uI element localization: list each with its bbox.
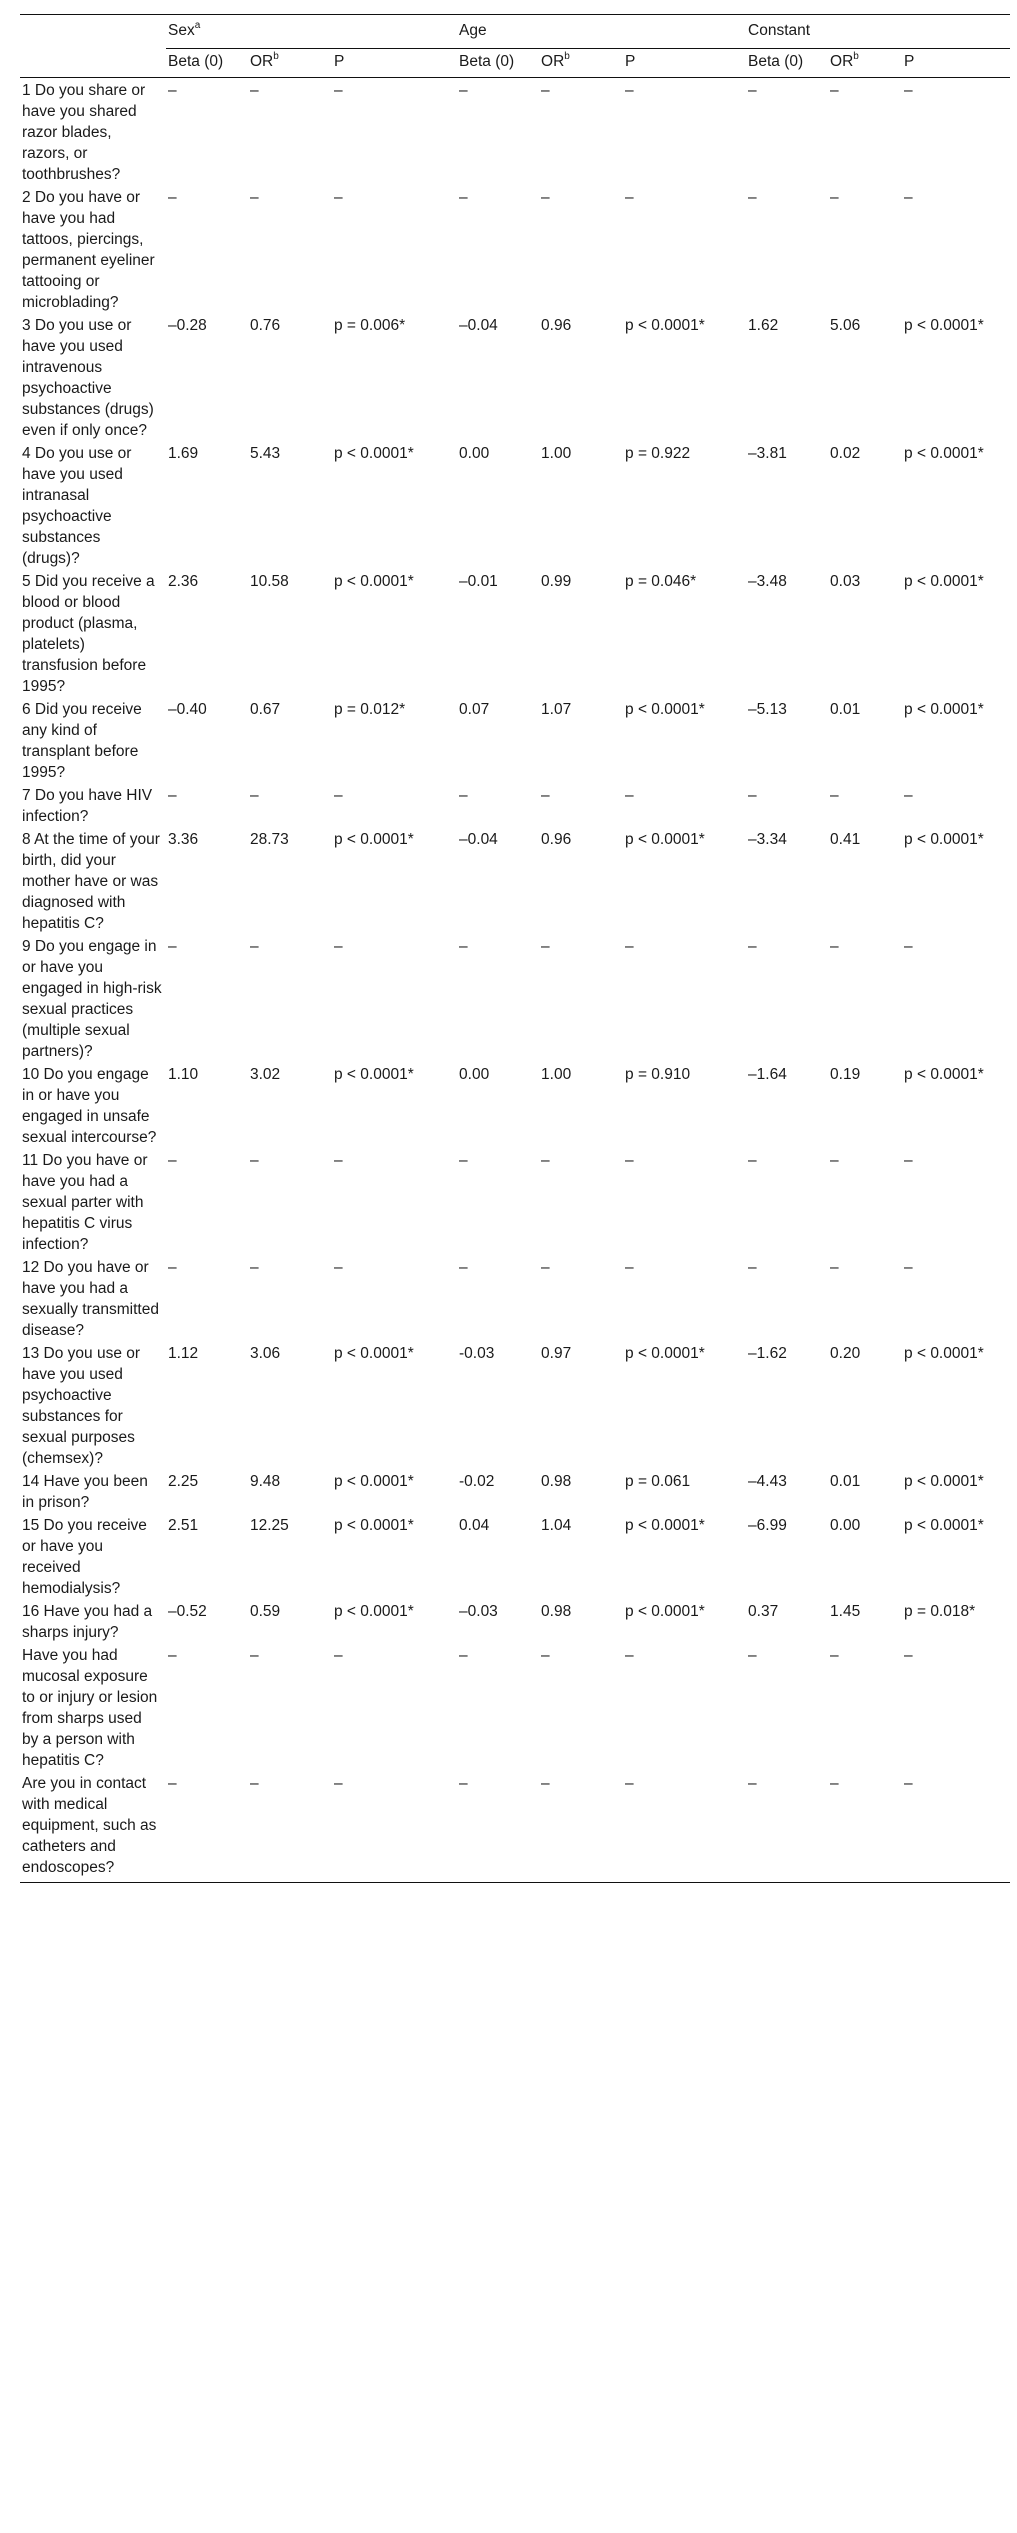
subheader-or: $OR^b$ <box>248 49 332 78</box>
sex-or-cell: 3.06 <box>250 1345 281 1362</box>
table-row <box>20 783 1010 827</box>
table-row <box>20 827 1010 934</box>
constant-beta-cell: – <box>748 82 757 99</box>
sex-beta-cell: – <box>168 189 177 206</box>
question-cell: 15 Do you receive or have you received hemodialysis? <box>22 1517 147 1597</box>
age-beta-cell: –0.04 <box>459 831 498 848</box>
age-or-cell: 0.98 <box>541 1473 572 1490</box>
age-or-cell: – <box>541 189 550 206</box>
header-constant: Constant <box>746 15 1010 49</box>
sex-beta-cell: 3.36 <box>168 831 199 848</box>
sex-beta-cell: –0.52 <box>168 1603 207 1620</box>
age-or-cell: – <box>541 938 550 955</box>
constant-or-cell: 0.41 <box>830 831 861 848</box>
constant-beta-cell: –4.43 <box>748 1473 787 1490</box>
table-row <box>20 697 1010 783</box>
regression-table-container <box>20 14 1010 1883</box>
constant-or-cell: – <box>830 82 839 99</box>
age-or-cell: – <box>541 1259 550 1276</box>
constant-beta-cell: –3.34 <box>748 831 787 848</box>
constant-beta-cell: – <box>748 189 757 206</box>
age-or-cell: 1.00 <box>541 1066 572 1083</box>
age-beta-cell: – <box>459 787 468 804</box>
constant-or-cell: 5.06 <box>830 317 861 334</box>
sex-p-cell: – <box>332 1771 457 1883</box>
constant-or-cell: – <box>830 189 839 206</box>
subheader-or: $OR^b$ <box>828 49 902 78</box>
sex-or-cell: 0.76 <box>250 317 281 334</box>
age-beta-cell: – <box>459 938 468 955</box>
table-row <box>20 185 1010 313</box>
constant-beta-cell: –5.13 <box>748 701 787 718</box>
sex-beta-cell: – <box>168 1152 177 1169</box>
constant-p-cell: p < 0.0001* <box>904 831 984 848</box>
subheader-beta: Beta (0) <box>746 49 828 78</box>
age-beta-cell: 0.00 <box>459 445 490 462</box>
question-cell: 16 Have you had a sharps injury? <box>22 1603 153 1641</box>
age-p-cell: p = 0.046* <box>625 573 697 590</box>
question-cell: Are you in contact with medical equipment, such as catheters and endoscopes? <box>20 1771 166 1883</box>
age-p-cell: p = 0.061 <box>625 1473 691 1490</box>
age-or-cell: 1.00 <box>541 445 572 462</box>
sex-p-cell: – <box>334 1152 343 1169</box>
question-cell: 10 Do you engage in or have you engaged in unsafe sexual intercourse? <box>22 1066 157 1146</box>
sex-p-cell: p < 0.0001* <box>334 573 414 590</box>
age-or-cell: – <box>541 787 550 804</box>
constant-or-cell: – <box>830 1647 839 1664</box>
age-or-cell: 0.96 <box>541 317 572 334</box>
sex-p-cell: p < 0.0001* <box>334 445 414 462</box>
constant-p-cell: – <box>904 1259 913 1276</box>
table-row <box>20 313 1010 441</box>
table-body <box>20 78 1010 1883</box>
table-row <box>20 1513 1010 1599</box>
sex-beta-cell: –0.40 <box>168 701 207 718</box>
constant-beta-cell: – <box>748 1152 757 1169</box>
sex-or-cell: – <box>250 189 259 206</box>
constant-beta-cell: – <box>746 1771 828 1883</box>
constant-p-cell: p < 0.0001* <box>904 1345 984 1362</box>
table-row <box>20 1771 1010 1883</box>
table-row <box>20 78 1010 186</box>
sex-beta-cell: – <box>168 82 177 99</box>
question-cell: 3 Do you use or have you used intravenous psychoactive substances (drugs) even if only once? <box>22 317 154 439</box>
sex-or-cell: 3.02 <box>250 1066 281 1083</box>
age-p-cell: – <box>623 1771 746 1883</box>
constant-beta-cell: –1.62 <box>748 1345 787 1362</box>
age-p-cell: p < 0.0001* <box>625 1603 705 1620</box>
sex-p-cell: p = 0.006* <box>334 317 406 334</box>
sex-or-cell: – <box>248 1771 332 1883</box>
subheader-empty-cell <box>20 49 166 78</box>
constant-or-cell: 0.02 <box>830 445 861 462</box>
age-beta-cell: – <box>459 1152 468 1169</box>
table-row <box>20 1062 1010 1148</box>
age-p-cell: – <box>625 938 634 955</box>
question-cell: 9 Do you engage in or have you engaged in high-risk sexual practices (multiple sexual partners)? <box>22 938 162 1060</box>
constant-or-cell: – <box>830 938 839 955</box>
sex-beta-cell: – <box>168 787 177 804</box>
question-cell: 6 Did you receive any kind of transplant before 1995? <box>22 701 142 781</box>
age-beta-cell: –0.04 <box>459 317 498 334</box>
age-or-cell: – <box>539 1771 623 1883</box>
header-empty-cell <box>20 15 166 49</box>
age-beta-cell: – <box>459 189 468 206</box>
age-p-cell: p = 0.922 <box>625 445 691 462</box>
constant-p-cell: – <box>904 1647 913 1664</box>
age-or-cell: 0.96 <box>541 831 572 848</box>
age-beta-cell: – <box>459 82 468 99</box>
age-p-cell: p = 0.910 <box>625 1066 691 1083</box>
age-or-cell: 1.07 <box>541 701 572 718</box>
table-row <box>20 569 1010 697</box>
question-cell: 13 Do you use or have you used psychoactive substances for sexual purposes (chemsex)? <box>22 1345 141 1467</box>
question-cell: 4 Do you use or have you used intranasal psychoactive substances (drugs)? <box>22 445 132 567</box>
age-p-cell: – <box>625 1259 634 1276</box>
sex-p-cell: p < 0.0001* <box>334 1517 414 1534</box>
subheader-beta: Beta (0) <box>457 49 539 78</box>
table-row <box>20 1148 1010 1255</box>
table-row <box>20 441 1010 569</box>
subheader-p: P <box>623 49 746 78</box>
age-p-cell: p < 0.0001* <box>625 701 705 718</box>
constant-p-cell: p < 0.0001* <box>904 1473 984 1490</box>
constant-beta-cell: – <box>748 1259 757 1276</box>
sex-or-cell: – <box>250 1647 259 1664</box>
subheader-beta: Beta (0) <box>166 49 248 78</box>
constant-beta-cell: –3.81 <box>748 445 787 462</box>
sex-p-cell: – <box>334 189 343 206</box>
question-cell: Have you had mucosal exposure to or injury or lesion from sharps used by a person with hepatitis C? <box>22 1647 158 1769</box>
sex-or-cell: – <box>250 1259 259 1276</box>
sex-or-cell: 5.43 <box>250 445 281 462</box>
constant-beta-cell: –6.99 <box>748 1517 787 1534</box>
age-p-cell: p < 0.0001* <box>625 1517 705 1534</box>
regression-table <box>20 14 1010 1883</box>
sex-or-cell: 9.48 <box>250 1473 281 1490</box>
sex-p-cell: – <box>334 787 343 804</box>
sex-beta-cell: – <box>166 1771 248 1883</box>
sex-or-cell: 10.58 <box>250 573 289 590</box>
question-cell: 1 Do you share or have you shared razor blades, razors, or toothbrushes? <box>22 82 146 183</box>
sex-or-cell: – <box>250 1152 259 1169</box>
constant-or-cell: 0.03 <box>830 573 861 590</box>
sex-or-cell: 0.67 <box>250 701 281 718</box>
question-cell: 5 Did you receive a blood or blood product (plasma, platelets) transfusion before 1995? <box>22 573 155 695</box>
constant-or-cell: 0.01 <box>830 1473 861 1490</box>
age-beta-cell: 0.04 <box>459 1517 490 1534</box>
sex-beta-cell: 2.25 <box>168 1473 199 1490</box>
table-row <box>20 1341 1010 1469</box>
table-row <box>20 934 1010 1062</box>
sex-or-cell: 0.59 <box>250 1603 281 1620</box>
sex-or-cell: – <box>250 787 259 804</box>
age-beta-cell: 0.00 <box>459 1066 490 1083</box>
constant-or-cell: 0.20 <box>830 1345 861 1362</box>
age-p-cell: – <box>625 189 634 206</box>
question-cell: 7 Do you have HIV infection? <box>22 787 153 825</box>
constant-beta-cell: 0.37 <box>748 1603 779 1620</box>
age-p-cell: – <box>625 1152 634 1169</box>
constant-or-cell: 1.45 <box>830 1603 861 1620</box>
constant-or-cell: – <box>830 1259 839 1276</box>
constant-or-cell: 0.01 <box>830 701 861 718</box>
table-row <box>20 1469 1010 1513</box>
age-or-cell: 0.99 <box>541 573 572 590</box>
constant-beta-cell: – <box>748 1647 757 1664</box>
constant-or-cell: – <box>828 1771 902 1883</box>
constant-p-cell: – <box>904 1152 913 1169</box>
table-header <box>20 15 1010 78</box>
sex-p-cell: p < 0.0001* <box>334 1066 414 1083</box>
sex-p-cell: – <box>334 1647 343 1664</box>
age-beta-cell: –0.01 <box>459 573 498 590</box>
sex-beta-cell: – <box>168 1647 177 1664</box>
sex-beta-cell: 1.10 <box>168 1066 199 1083</box>
age-or-cell: – <box>541 1647 550 1664</box>
age-beta-cell: – <box>457 1771 539 1883</box>
age-beta-cell: – <box>459 1647 468 1664</box>
sex-beta-cell: 2.51 <box>168 1517 199 1534</box>
sex-p-cell: – <box>334 1259 343 1276</box>
constant-or-cell: 0.19 <box>830 1066 861 1083</box>
sex-p-cell: p = 0.012* <box>334 701 406 718</box>
constant-p-cell: p < 0.0001* <box>904 317 984 334</box>
sex-p-cell: p < 0.0001* <box>334 1473 414 1490</box>
age-beta-cell: – <box>459 1259 468 1276</box>
constant-p-cell: – <box>904 189 913 206</box>
question-cell: 2 Do you have or have you had tattoos, piercings, permanent eyeliner tattooing or microblading? <box>22 189 155 311</box>
constant-p-cell: p = 0.018* <box>904 1603 976 1620</box>
sex-or-cell: – <box>250 938 259 955</box>
sex-p-cell: p < 0.0001* <box>334 831 414 848</box>
age-beta-cell: 0.07 <box>459 701 490 718</box>
header-age: Age <box>457 15 746 49</box>
age-or-cell: – <box>541 1152 550 1169</box>
age-or-cell: 0.98 <box>541 1603 572 1620</box>
subheader-p: P <box>332 49 457 78</box>
constant-beta-cell: – <box>748 787 757 804</box>
sex-or-cell: 12.25 <box>250 1517 289 1534</box>
constant-beta-cell: –3.48 <box>748 573 787 590</box>
age-or-cell: 0.97 <box>541 1345 572 1362</box>
table-row <box>20 1599 1010 1643</box>
table-row <box>20 1643 1010 1771</box>
constant-p-cell: p < 0.0001* <box>904 445 984 462</box>
sex-p-cell: p < 0.0001* <box>334 1603 414 1620</box>
sex-beta-cell: 1.69 <box>168 445 199 462</box>
sex-beta-cell: 1.12 <box>168 1345 199 1362</box>
question-cell: 14 Have you been in prison? <box>22 1473 148 1511</box>
age-p-cell: p < 0.0001* <box>625 1345 705 1362</box>
subheader-p: P <box>902 49 1010 78</box>
constant-beta-cell: – <box>748 938 757 955</box>
age-beta-cell: -0.02 <box>459 1473 495 1490</box>
age-p-cell: – <box>625 1647 634 1664</box>
constant-or-cell: – <box>830 787 839 804</box>
sex-beta-cell: – <box>168 1259 177 1276</box>
constant-p-cell: p < 0.0001* <box>904 1517 984 1534</box>
age-or-cell: 1.04 <box>541 1517 572 1534</box>
sex-beta-cell: – <box>168 938 177 955</box>
sex-beta-cell: 2.36 <box>168 573 199 590</box>
constant-or-cell: – <box>830 1152 839 1169</box>
question-cell: 11 Do you have or have you had a sexual parter with hepatitis C virus infection? <box>22 1152 148 1253</box>
age-p-cell: p < 0.0001* <box>625 831 705 848</box>
sex-p-cell: p < 0.0001* <box>334 1345 414 1362</box>
age-p-cell: p < 0.0001* <box>625 317 705 334</box>
age-or-cell: – <box>541 82 550 99</box>
sex-or-cell: 28.73 <box>250 831 289 848</box>
constant-p-cell: – <box>904 82 913 99</box>
constant-p-cell: – <box>902 1771 1010 1883</box>
sex-p-cell: – <box>334 82 343 99</box>
constant-or-cell: 0.00 <box>830 1517 861 1534</box>
age-p-cell: – <box>625 787 634 804</box>
sex-p-cell: – <box>334 938 343 955</box>
question-cell: 12 Do you have or have you had a sexually transmitted disease? <box>22 1259 159 1339</box>
sex-beta-cell: –0.28 <box>168 317 207 334</box>
sex-or-cell: – <box>250 82 259 99</box>
constant-p-cell: – <box>904 938 913 955</box>
subheader-or: $OR^b$ <box>539 49 623 78</box>
age-p-cell: – <box>625 82 634 99</box>
constant-beta-cell: –1.64 <box>748 1066 787 1083</box>
constant-p-cell: p < 0.0001* <box>904 573 984 590</box>
table-row <box>20 1255 1010 1341</box>
age-beta-cell: -0.03 <box>459 1345 495 1362</box>
header-sex: Sex$^a$ <box>166 15 457 49</box>
constant-p-cell: p < 0.0001* <box>904 1066 984 1083</box>
age-beta-cell: –0.03 <box>459 1603 498 1620</box>
constant-beta-cell: 1.62 <box>748 317 779 334</box>
constant-p-cell: p < 0.0001* <box>904 701 984 718</box>
constant-p-cell: – <box>904 787 913 804</box>
question-cell: 8 At the time of your birth, did your mother have or was diagnosed with hepatitis C? <box>22 831 160 932</box>
